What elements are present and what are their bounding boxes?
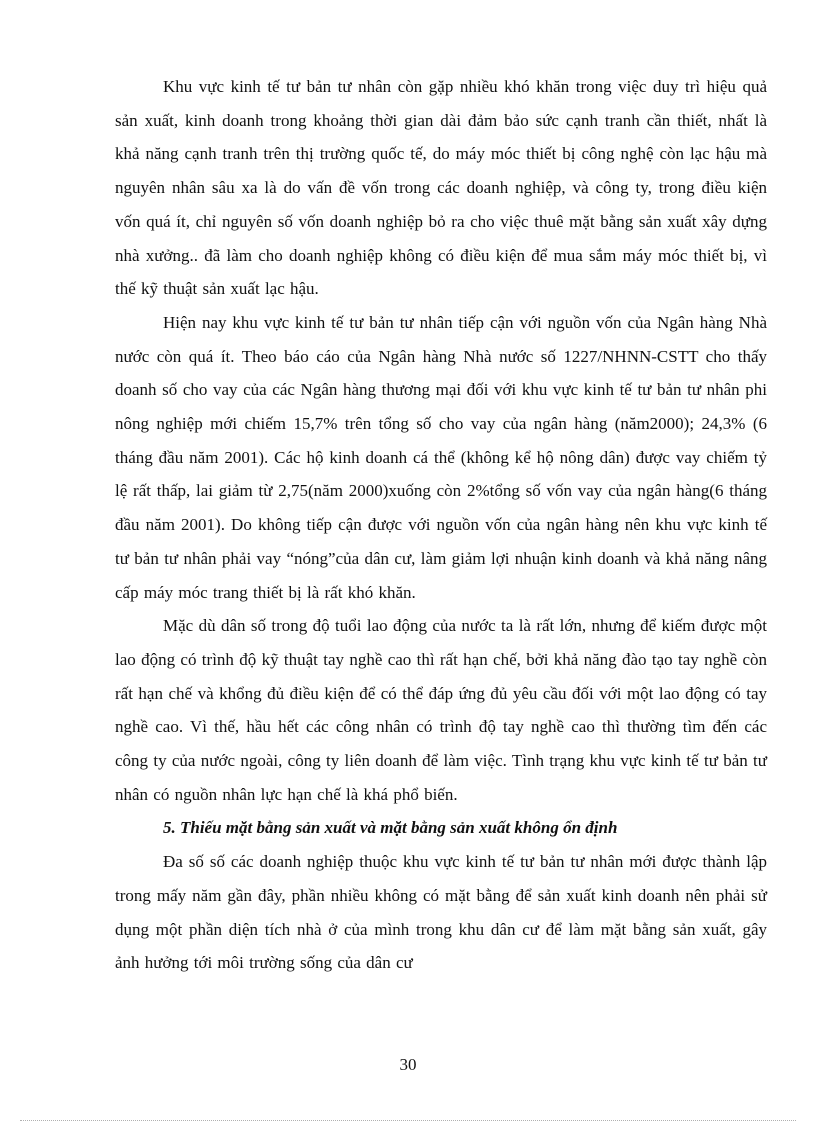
paragraph-labor-skills: Mặc dù dân số trong độ tuổi lao động của nước ta là rất lớn, nhưng để kiếm được một lao động có trình độ kỹ thuật tay nghề cao thì rất hạn chế, bởi khả năng đào tạo tay nghề còn rất hạn chế và khổng đủ điều kiện để có thể đáp ứng đủ yêu cầu đối với một lao động có tay nghề cao. Vì thế, hầu hết các công nhân có trình độ tay nghề cao thì thường tìm đến các công ty của nước ngoài, công ty liên doanh để làm việc. Tình trạng khu vực kinh tế tư bản tư nhân có nguồn nhân lực hạn chế là khá phổ biến. <box>115 616 767 804</box>
paragraph-bank-credit-access: Hiện nay khu vực kinh tế tư bản tư nhân tiếp cận với nguồn vốn của Ngân hàng Nhà nước còn quá ít. Theo báo cáo của Ngân hàng Nhà nước số 1227/NHNN-CSTT cho thấy doanh số cho vay của các Ngân hàng thương mại đối với khu vực kinh tế tư bản tư nhân phi nông nghiệp mới chiếm 15,7% trên tổng số cho vay của ngân hàng (năm2000); 24,3% (6 tháng đầu năm 2001). Các hộ kinh doanh cá thể (không kể hộ nông dân) được vay chiếm tỷ lệ rất thấp, lai giảm từ 2,75(năm 2000)xuống còn 2%tổng số vốn vay của ngân hàng(6 tháng đầu năm 2001). Do không tiếp cận được với nguồn vốn của ngân hàng nên khu vực kinh tế tư bản tư nhân phải vay “nóng”của dân cư, làm giảm lợi nhuận kinh doanh và khả năng nâng cấp máy móc trang thiết bị là rất khó khăn. <box>115 312 767 602</box>
footer-divider <box>20 1120 796 1121</box>
paragraph-premises: Đa số số các doanh nghiệp thuộc khu vực kinh tế tư bản tư nhân mới được thành lập trong mấy năm gần đây, phần nhiều không có mặt bằng để sản xuất kinh doanh nên phải sử dụng một phần diện tích nhà ở của mình trong khu dân cư để làm mặt bằng sản xuất, gây ảnh hưởng tới môi trường sống của dân cư <box>115 852 767 973</box>
paragraph-capital-constraints: Khu vực kinh tế tư bản tư nhân còn gặp nhiều khó khăn trong việc duy trì hiệu quả sản xuất, kinh doanh trong khoảng thời gian dài đảm bảo sức cạnh tranh cần thiết, nhất là khả năng cạnh tranh trên thị trường quốc tế, do máy móc thiết bị công nghệ còn lạc hậu mà nguyên nhân sâu xa là do vấn đề vốn trong các doanh nghiệp, và công ty, trong điều kiện vốn quá ít, chỉ nguyên số vốn doanh nghiệp bỏ ra cho việc thuê mặt bằng sản xuất xây dựng nhà xưởng.. đã làm cho doanh nghiệp không có điều kiện để mua sắm máy móc thiết bị, vì thế kỹ thuật sản xuất lạc hậu. <box>115 77 767 299</box>
page-number: 30 <box>399 1055 417 1074</box>
section-heading-5: 5. Thiếu mặt bằng sản xuất và mặt bằng sản xuất không ổn định <box>163 818 618 838</box>
body-text <box>115 70 767 980</box>
